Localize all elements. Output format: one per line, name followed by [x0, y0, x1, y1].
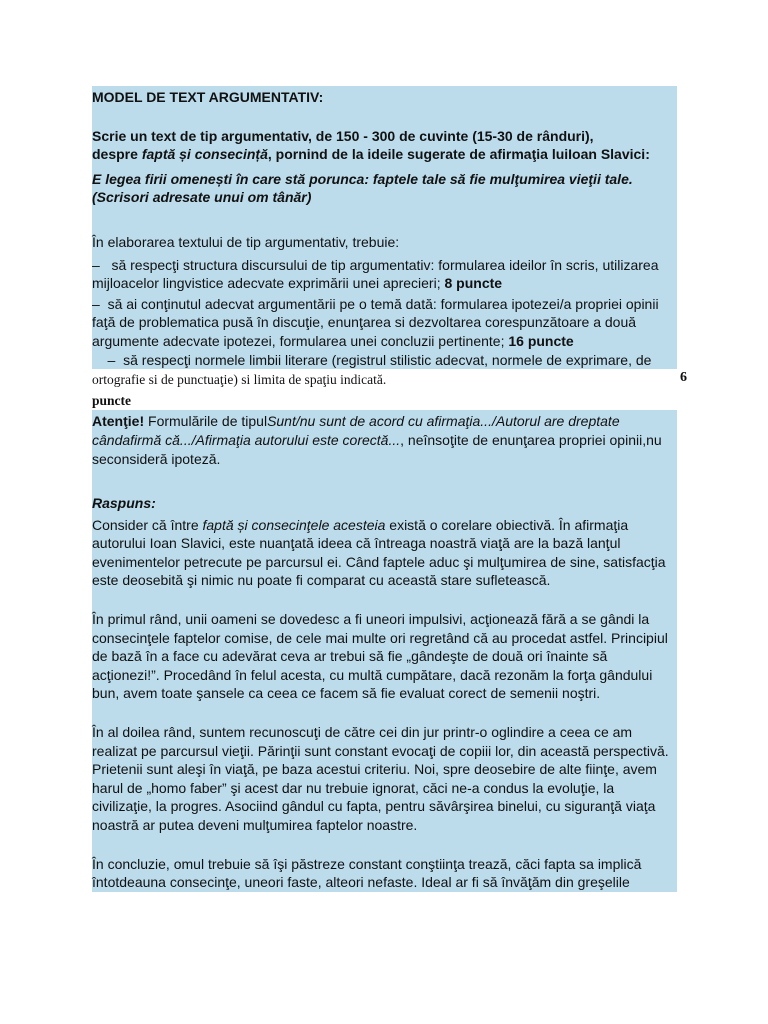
points-label: puncte: [92, 392, 132, 408]
answer-paragraph-3: În al doilea rând, suntem recunoscuţi de către cei din jur printr-o oglindire a ceea ce am realizat pe parcursul vieţii. Părinţii sunt constant evocaţi de copiii lor, din această perspectivă. Prietenii sunt aleşi în viaţă, pe baza acestui criteriu. Noi, spre deosebire de alte fiinţe, avem harul de „homo faber” şi acest dar nu trebuie ignorat, căci ne-a condus la evoluţie, la civilizaţie, la progres. Asociind gândul cu fapta, pentru săvârşirea binelui, cu siguranţă viaţa noastră ar putea deveni mulţumirea faptelor noastre.: [92, 724, 669, 833]
requirement-item-3-cont: ortografie si de punctuaţie) si limita de spaţiu indicată. 6 puncte: [92, 369, 677, 410]
points-six: 6: [680, 370, 687, 386]
attention-note: Atenţie! Formulările de tipulSunt/nu sunt de acord cu afirmaţia.../Autorul are dreptate cândafirmă că.../Afirmaţia autorului este corectă..., neînsoţite de enunţarea propriei opinii,nu seconsideră ipoteză.: [92, 413, 662, 467]
task-line-2: despre faptă și consecință, pornind de la ideile sugerate de afirmaţia luiIoan Slavici:: [92, 146, 650, 163]
answer-paragraph-2: În primul rând, unii oameni se dovedesc a fi uneori impulsivi, acţionează fără a se gândi la consecinţele faptelor comise, de cele mai multe ori regretând că au procedat astfel. Principiul de bază în a face cu adevărat ceva ar trebui să fie „gândeşte de două ori înainte să acţionezi!”. Procedând în felul acesta, cu multă cumpătare, dacă rezonăm la forţa gândului bun, avem toate şansele ca ceea ce facem să fie evaluat corect de semenii noştri.: [92, 611, 668, 702]
answer-label: Raspuns:: [92, 495, 156, 512]
answer-paragraph-1: Consider că între faptă și consecinţele acesteia există o corelare obiectivă. În afirmaţia autorului Ioan Slavici, este nuanţată ideea că întreaga noastră viaţă are la bază lanţul evenimentelor petrecute pe parcursul ei. Când faptele aduc şi mulţumirea de sine, satisfacţia este deosebită şi nimic nu poate fi comparat cu această stare sufletească.: [92, 516, 666, 589]
requirements-intro: În elaborarea textului de tip argumentativ, trebuie:: [92, 233, 400, 250]
requirement-item-1: – să respecţi structura discursului de tip argumentativ: formularea ideilor în scris, utilizarea mijloacelor lingvistice adecvate exprimării unei aprecieri; 8 puncte: [92, 256, 659, 292]
task-line-1: Scrie un text de tip argumentativ, de 150 - 300 de cuvinte (15-30 de rânduri),: [92, 127, 594, 144]
requirement-item-3: – să respecţi normele limbii literare (registrul stilistic adecvat, normele de exprimare, de: [92, 351, 652, 368]
answer-paragraph-4: În concluzie, omul trebuie să îşi păstreze constant conştiinţa trează, căci fapta sa implică întotdeauna consecinţe, uneori faste, alteori nefaste. Ideal ar fi să învăţăm din greşelile: [92, 855, 642, 891]
highlight-block-bottom: [92, 410, 677, 891]
highlight-block-top: [92, 86, 677, 369]
requirement-item-2: – să ai conţinutul adecvat argumentării pe o temă dată: formularea ipotezei/a propriei opinii faţă de problematica pusă în discuţie, enunţarea si dezvoltarea corespunzătoare a două argumente adecvate ipotezei, formularea unei concluzii pertinente; 16 puncte: [92, 295, 659, 349]
document-page: [92, 86, 687, 892]
document-title: MODEL DE TEXT ARGUMENTATIV:: [92, 89, 324, 105]
quote: E legea firii omenești în care stă porunca: faptele tale să fie mulţumirea vieţii tale. (Scrisori adresate unui om tânăr): [92, 170, 633, 206]
